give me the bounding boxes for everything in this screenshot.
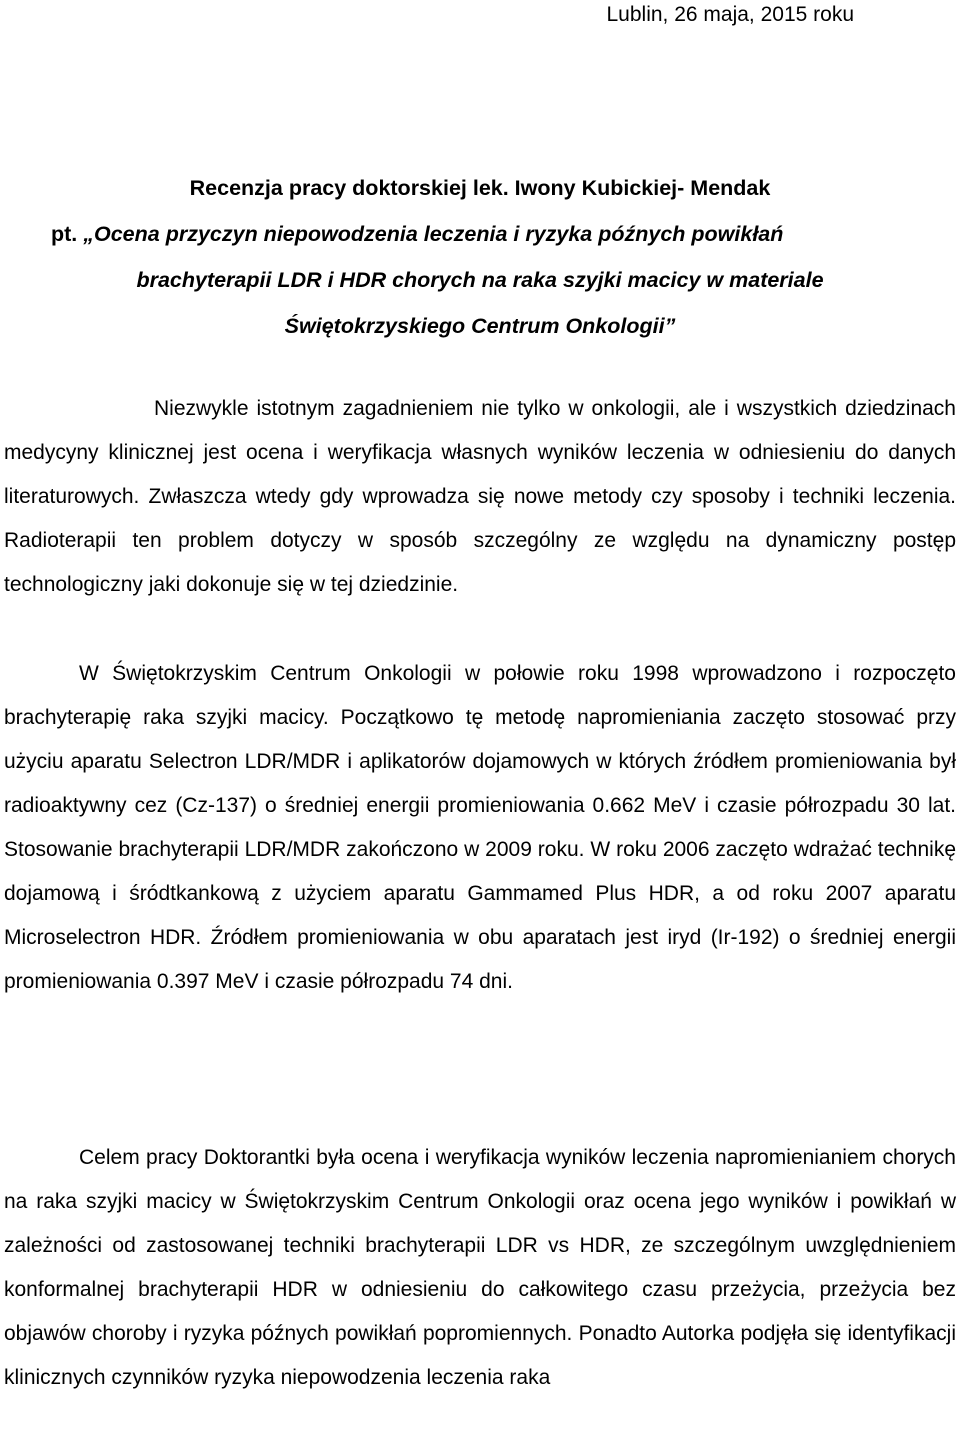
thesis-title-prefix: pt.: [51, 222, 84, 246]
review-header: [0, 165, 960, 349]
paragraph-introduction: Niezwykle istotnym zagadnieniem nie tylko w onkologii, ale i wszystkich dziedzinach medycyny klinicznej jest ocena i weryfikacja własnych wyników leczenia w odniesieniu do danych literaturowych. Zwłaszcza wtedy gdy wprowadza się nowe metody czy sposoby i techniki leczenia. Radioterapii ten problem dotyczy w sposób szczególny ze względu na dynamiczny postęp technologiczny jaki dokonuje się w tej dziedzinie.: [4, 397, 956, 596]
review-heading: Recenzja pracy doktorskiej lek. Iwony Kubickiej- Mendak: [189, 176, 771, 200]
thesis-title-line-1-text: „Ocena przyczyn niepowodzenia leczenia i ryzyka późnych powikłań: [83, 222, 784, 246]
thesis-title-line-1: [0, 211, 960, 257]
thesis-title-line-2: brachyterapii LDR i HDR chorych na raka szyjki macicy w materiale: [136, 268, 824, 292]
paragraph-brachytherapy-history: W Świętokrzyskim Centrum Onkologii w połowie roku 1998 wprowadzono i rozpoczęto brachyterapię raka szyjki macicy. Początkowo tę metodę napromieniania zaczęto stosować przy użyciu aparatu Selectron LDR/MDR i aplikatorów dojamowych w których źródłem promieniowania był radioaktywny cez (Cz-137) o średniej energii promieniowania 0.662 MeV i czasie półrozpadu 30 lat. Stosowanie brachyterapii LDR/MDR zakończono w 2009 roku. W roku 2006 zaczęto wdrażać technikę dojamową i śródtkankową z użyciem aparatu Gammamed Plus HDR, a od roku 2007 aparatu Microselectron HDR. Źródłem promieniowania w obu aparatach jest iryd (Ir-192) o średniej energii promieniowania 0.397 MeV i czasie półrozpadu 74 dni.: [4, 662, 956, 993]
paragraph-thesis-aim: Celem pracy Doktorantki była ocena i weryfikacja wyników leczenia napromienianiem chorych na raka szyjki macicy w Świętokrzyskim Centrum Onkologii oraz ocena jego wyników i powikłań w zależności od zastosowanej techniki brachyterapii LDR vs HDR, ze szczególnym uwzględnieniem konformalnej brachyterapii HDR w odniesieniu do całkowitego czasu przeżycia, przeżycia bez objawów choroby i ryzyka późnych powikłań popromiennych. Ponadto Autorka podjęła się identyfikacji klinicznych czynników ryzyka niepowodzenia leczenia raka: [4, 1146, 956, 1389]
document-date: Lublin, 26 maja, 2015 roku: [606, 3, 854, 26]
thesis-title-line-3: Świętokrzyskiego Centrum Onkologii”: [284, 314, 676, 338]
